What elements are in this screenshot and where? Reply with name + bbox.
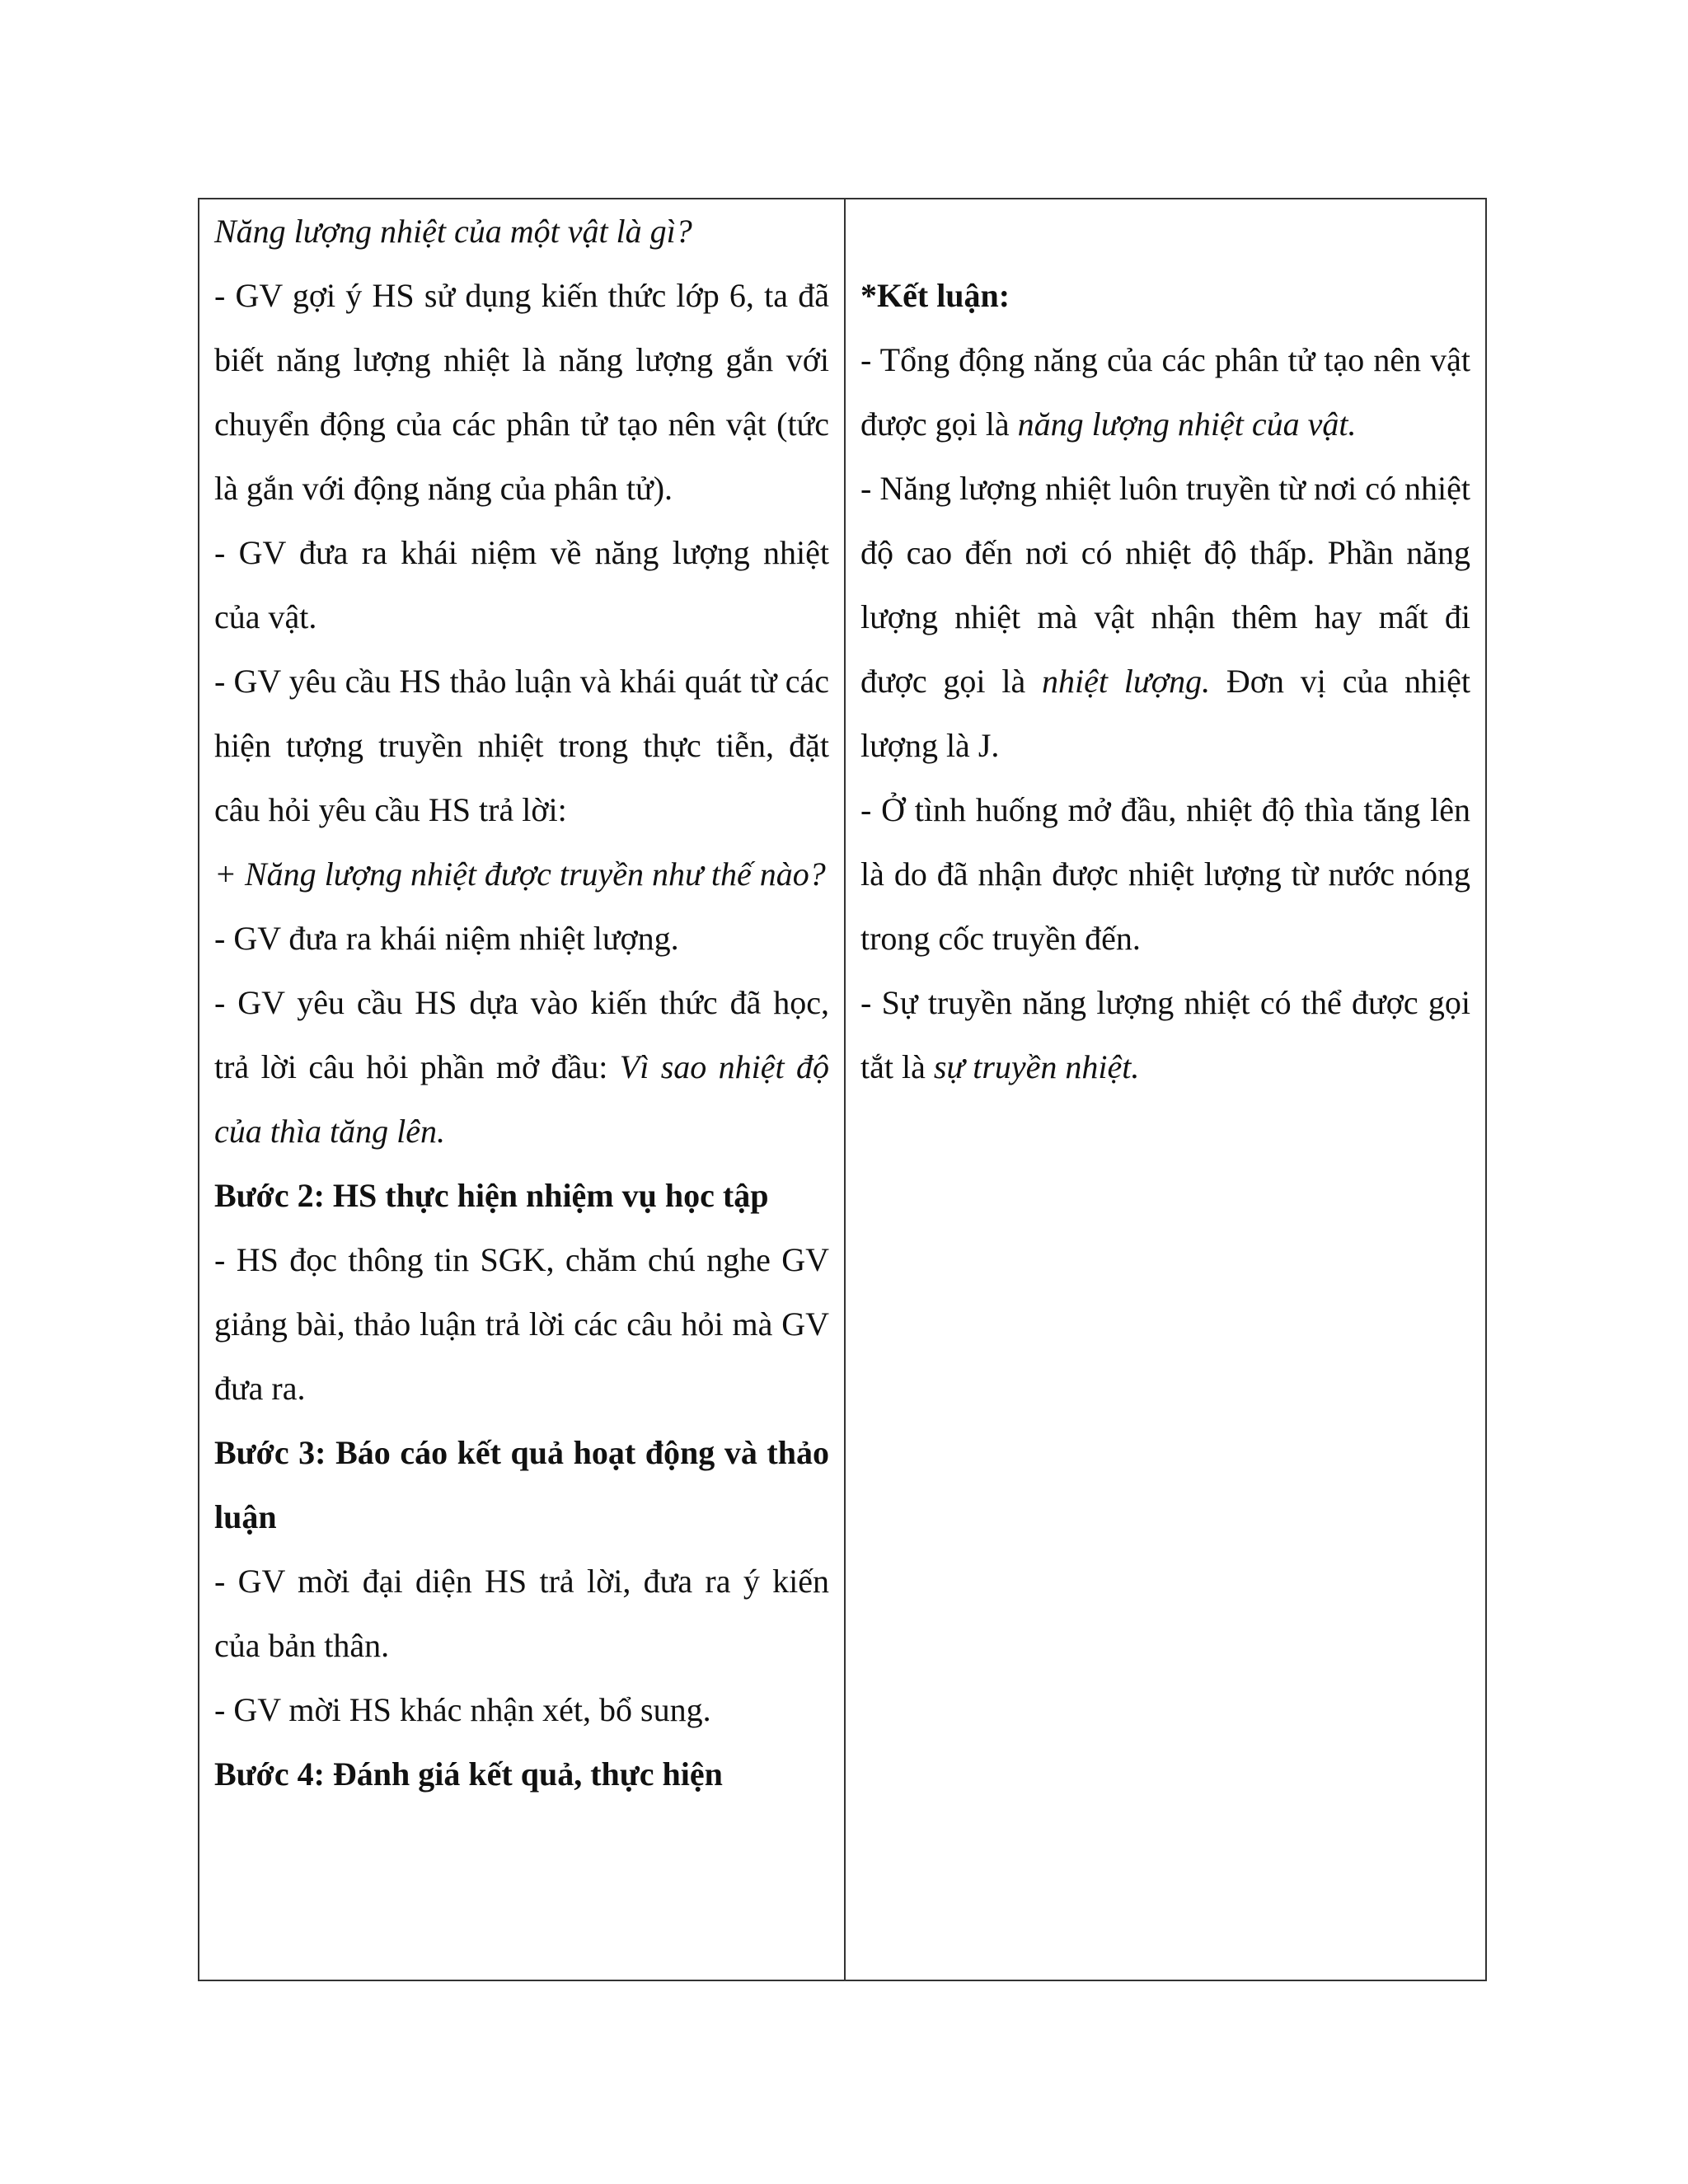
teacher-activity-column xyxy=(199,199,846,1980)
paragraph-concept: - GV đưa ra khái niệm về năng lượng nhiệt của vật. xyxy=(214,534,829,635)
conclusion-2-lead: - Năng lượng nhiệt luôn truyền từ nơi có nhiệt độ cao đến nơi có nhiệt độ thấp. Phần năng lượng nhiệt mà vật nhận thêm hay mất đi được gọi là xyxy=(860,470,1470,700)
paragraph-hint: - GV gợi ý HS sử dụng kiến thức lớp 6, ta đã biết năng lượng nhiệt là năng lượng gắn với chuyển động của các phân tử tạo nên vật (tức là gắn với động năng của phân tử). xyxy=(214,277,829,507)
conclusion-2-unit: Đơn vị của nhiệt lượng là J. xyxy=(860,663,1470,764)
lesson-table xyxy=(198,198,1487,1981)
step-3-heading: Bước 3: Báo cáo kết quả hoạt động và thảo luận xyxy=(214,1434,829,1535)
conclusion-4-term: sự truyền nhiệt. xyxy=(933,1048,1140,1085)
conclusion-thermal-energy xyxy=(860,328,1470,457)
conclusion-heat-transfer xyxy=(860,971,1470,1099)
conclusion-1-lead: - Tổng động năng của các phân tử tạo nên vật được gọi là xyxy=(860,341,1470,443)
conclusion-1-term: năng lượng nhiệt của vật. xyxy=(1017,405,1357,443)
question-transfer: + Năng lượng nhiệt được truyền như thế nào? xyxy=(214,855,826,893)
conclusion-column xyxy=(846,199,1485,1980)
paragraph-step-3-b: - GV mời HS khác nhận xét, bổ sung. xyxy=(214,1691,711,1728)
conclusion-2-term: nhiệt lượng. xyxy=(1042,663,1211,700)
conclusion-heat xyxy=(860,457,1470,778)
opening-question-text: Vì sao nhiệt độ của thìa tăng lên. xyxy=(214,1048,830,1150)
paragraph-heat-concept: - GV đưa ra khái niệm nhiệt lượng. xyxy=(214,920,679,957)
paragraph-opening-question xyxy=(214,971,829,1164)
paragraph-step-3-a: - GV mời đại diện HS trả lời, đưa ra ý kiến của bản thân. xyxy=(214,1563,829,1664)
step-4-heading: Bước 4: Đánh giá kết quả, thực hiện xyxy=(214,1755,723,1793)
paragraph-discussion: - GV yêu cầu HS thảo luận và khái quát từ các hiện tượng truyền nhiệt trong thực tiễn, đặt câu hỏi yêu cầu HS trả lời: xyxy=(214,663,829,828)
question-thermal-energy: Năng lượng nhiệt của một vật là gì? xyxy=(214,213,692,250)
paragraph-step-2: - HS đọc thông tin SGK, chăm chú nghe GV giảng bài, thảo luận trả lời các câu hỏi mà GV đưa ra. xyxy=(214,1241,829,1407)
step-2-heading: Bước 2: HS thực hiện nhiệm vụ học tập xyxy=(214,1177,769,1214)
conclusion-title: *Kết luận: xyxy=(860,277,1010,314)
conclusion-opening-situation: - Ở tình huống mở đầu, nhiệt độ thìa tăng lên là do đã nhận được nhiệt lượng từ nước nóng trong cốc truyền đến. xyxy=(860,791,1470,957)
opening-question-lead: - GV yêu cầu HS dựa vào kiến thức đã học, trả lời câu hỏi phần mở đầu: xyxy=(214,984,829,1085)
conclusion-4-lead: - Sự truyền năng lượng nhiệt có thể được gọi tắt là xyxy=(860,984,1470,1085)
